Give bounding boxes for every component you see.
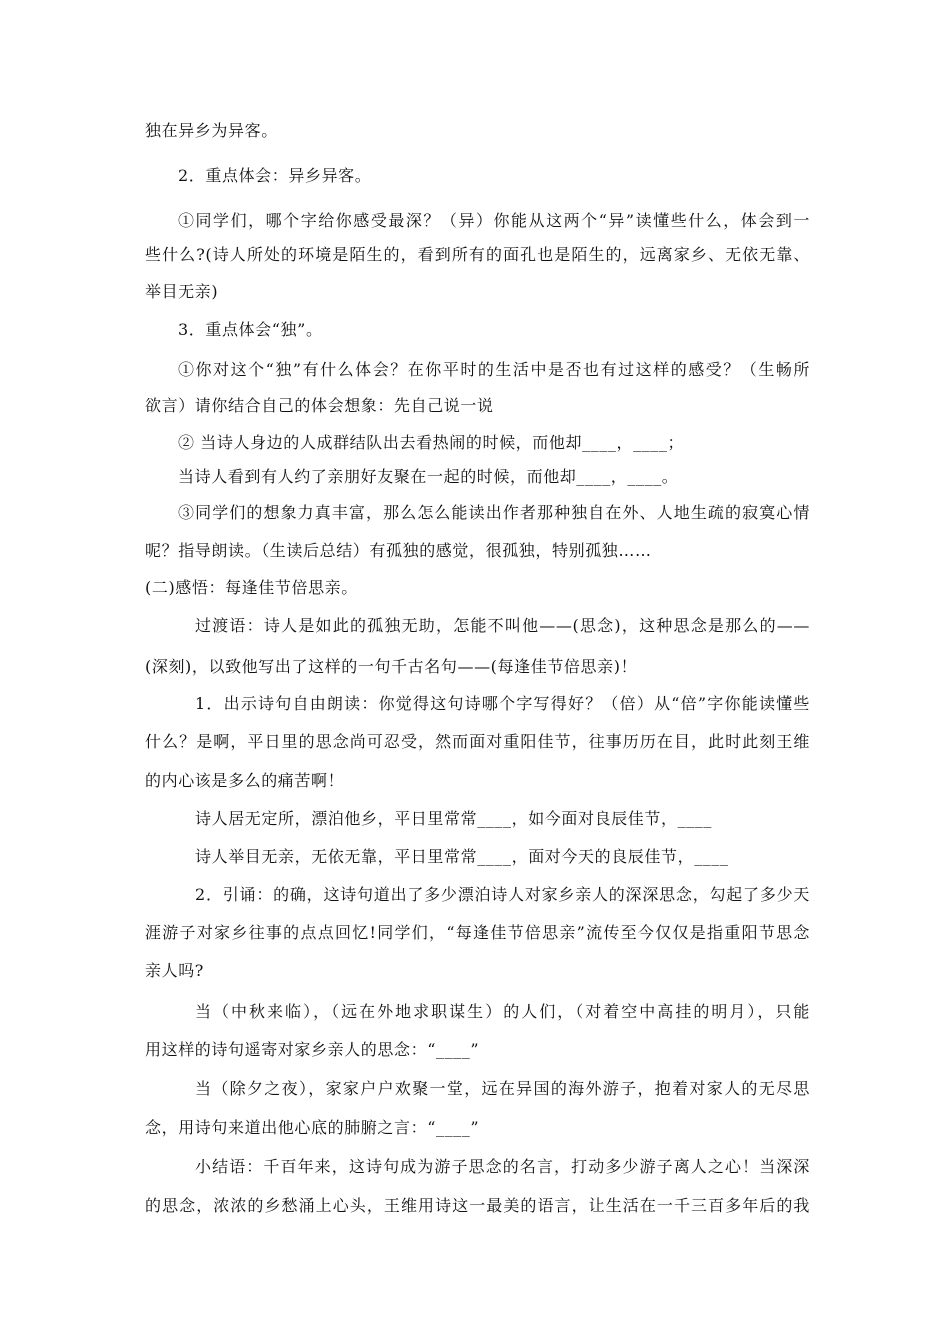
text-line: 亲人吗? — [145, 961, 204, 980]
text-line: 涯游子对家乡往事的点点回忆!同学们，“每逢佳节倍思亲”流传至今仅仅是指重阳节思念 — [145, 923, 810, 942]
text-line: 2．引诵：的确，这诗句道出了多少漂泊诗人对家乡亲人的深深思念，勾起了多少天 — [195, 885, 810, 904]
text-line: 欲言）请你结合自己的体会想象：先自己说一说 — [145, 396, 494, 415]
text-line: 举目无亲) — [145, 282, 219, 301]
text-line: 过渡语：诗人是如此的孤独无助，怎能不叫他——(思念)，这种思念是那么的—— — [195, 616, 810, 635]
text-line: ② 当诗人身边的人成群结队出去看热闹的时候，而他却____，____； — [178, 433, 685, 452]
section-heading: (二)感悟：每逢佳节倍思亲。 — [145, 578, 358, 597]
text-line: 2．重点体会：异乡异客。 — [178, 166, 372, 185]
text-line: 的思念，浓浓的乡愁涌上心头，王维用诗这一最美的语言，让生活在一千三百多年后的我 — [145, 1196, 810, 1215]
text-line: 些什么?(诗人所处的环境是陌生的，看到所有的面孔也是陌生的，远离家乡、无依无靠、 — [145, 245, 810, 264]
text-line: 当（除夕之夜），家家户户欢聚一堂，远在异国的海外游子，抱着对家人的无尽思 — [195, 1079, 810, 1098]
text-line: 的内心该是多么的痛苦啊！ — [145, 771, 345, 790]
text-line: 诗人居无定所，漂泊他乡，平日里常常____，如今面对良辰佳节，____ — [195, 809, 713, 828]
text-line: 念，用诗句来道出他心底的肺腑之言：“____” — [145, 1118, 480, 1137]
text-line: 独在异乡为异客。 — [145, 121, 278, 140]
text-line: 用这样的诗句遥寄对家乡亲人的思念：“____” — [145, 1040, 480, 1059]
text-line: ③同学们的想象力真丰富，那么怎么能读出作者那种独自在外、人地生疏的寂寞心情 — [178, 503, 810, 522]
text-line: 当诗人看到有人约了亲朋好友聚在一起的时候，而他却____，____。 — [178, 467, 679, 486]
text-line: 呢？指导朗读。（生读后总结）有孤独的感觉，很孤独，特别孤独…… — [145, 541, 652, 560]
text-line: 当（中秋来临），（远在外地求职谋生）的人们，（对着空中高挂的明月），只能 — [195, 1002, 810, 1021]
text-line: ①同学们，哪个字给你感受最深？（异）你能从这两个“异”读懂些什么，体会到一 — [178, 211, 810, 230]
text-line: 诗人举目无亲，无依无靠，平日里常常____，面对今天的良辰佳节，____ — [195, 847, 729, 866]
text-line: (深刻)，以致他写出了这样的一句千古名句——(每逢佳节倍思亲)！ — [145, 657, 638, 676]
text-line: 3．重点体会“独”。 — [178, 320, 323, 339]
text-line: 1．出示诗句自由朗读：你觉得这句诗哪个字写得好？（倍）从“倍”字你能读懂些 — [195, 694, 810, 713]
text-line: 什么？是啊，平日里的思念尚可忍受，然而面对重阳佳节，往事历历在目，此时此刻王维 — [145, 732, 810, 751]
text-line: 小结语：千百年来，这诗句成为游子思念的名言，打动多少游子离人之心！当深深 — [195, 1157, 810, 1176]
text-line: ①你对这个“独”有什么体会？在你平时的生活中是否也有过这样的感受？（生畅所 — [178, 360, 810, 379]
